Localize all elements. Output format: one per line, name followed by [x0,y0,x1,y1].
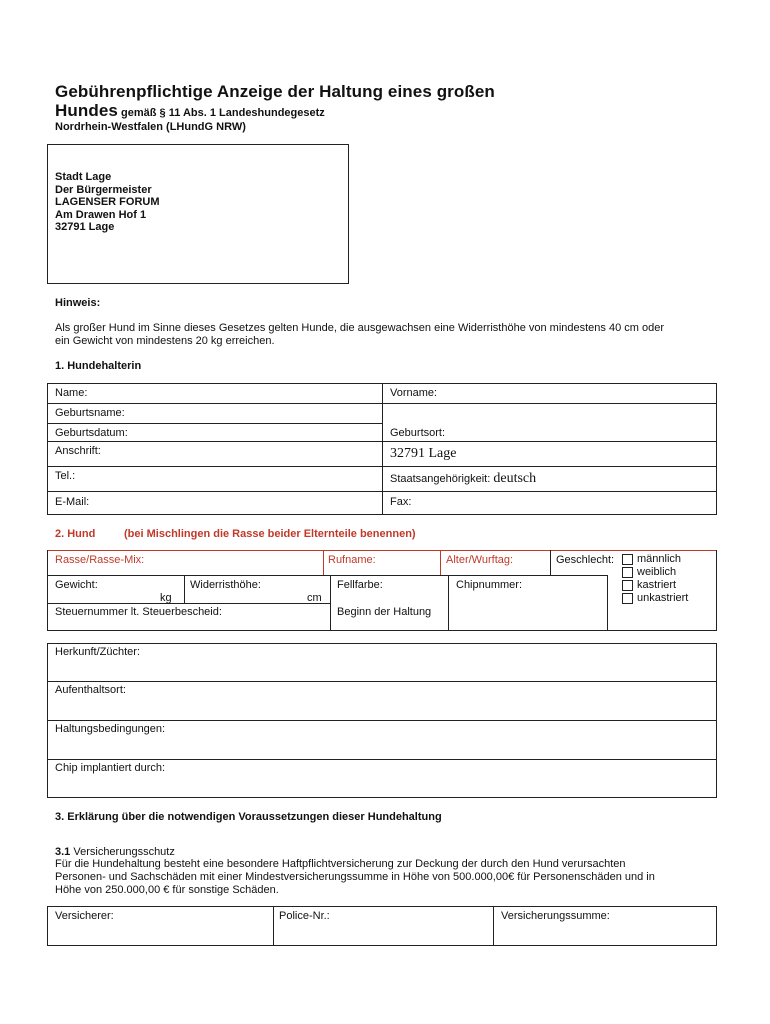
staatsangehoerigkeit-value[interactable]: deutsch [493,471,537,486]
checkbox-weiblich[interactable] [622,567,633,578]
section2-note: (bei Mischlingen die Rasse beider Elternteile benennen) [124,528,416,540]
divider [273,906,274,946]
page-title-line2 [55,101,325,121]
herkunft-field[interactable]: Herkunft/Züchter: [55,646,140,658]
divider [47,423,382,424]
haltungsbedingungen-field[interactable]: Haltungsbedingungen: [55,723,166,735]
geburtsort-field[interactable]: Geburtsort: [390,427,446,439]
divider [330,575,331,631]
divider [47,550,48,631]
law-reference-state: Nordrhein-Westfalen (LHundG NRW) [55,121,246,133]
fellfarbe-field[interactable]: Fellfarbe: [337,579,383,591]
chip-implantiert-field[interactable]: Chip implantiert durch: [55,762,166,774]
hint-text-line: ein Gewicht von mindestens 20 kg erreichen. [55,335,275,347]
law-reference: gemäß § 11 Abs. 1 Landeshundegesetz [121,107,325,119]
staatsangehoerigkeit-field[interactable] [390,471,536,487]
recipient-address [55,171,160,234]
section1-heading: 1. Hundehalterin [55,360,142,372]
fax-field[interactable]: Fax: [390,496,412,508]
address-line: LAGENSER FORUM [55,196,160,208]
divider [448,575,449,631]
address-line: Stadt Lage [55,171,112,183]
divider [493,906,494,946]
address-line: 32791 Lage [55,221,115,233]
page-title-hundes: Hundes [55,101,118,120]
divider [47,603,330,604]
vorname-field[interactable]: Vorname: [390,387,438,399]
versicherer-field[interactable]: Versicherer: [55,910,114,922]
divider [47,759,717,760]
alter-field[interactable]: Alter/Wurftag: [446,554,514,566]
section3-1-title: Versicherungsschutz [73,846,175,858]
steuernummer-field[interactable]: Steuernummer lt. Steuerbescheid: [55,606,222,618]
divider [47,441,717,442]
divider [47,575,607,576]
divider [47,403,717,404]
divider [47,681,717,682]
divider [47,630,717,631]
chipnummer-field[interactable]: Chipnummer: [456,579,523,591]
divider [607,575,608,631]
name-field[interactable]: Name: [55,387,88,399]
divider [47,491,717,492]
option-kastriert: kastriert [637,579,677,591]
option-maennlich: männlich [637,553,682,565]
beginn-haltung-field[interactable]: Beginn der Haltung [337,606,432,618]
divider [47,550,717,551]
option-weiblich: weiblich [637,566,677,578]
staatsangehoerigkeit-label: Staatsangehörigkeit: [390,473,491,485]
anschrift-field[interactable]: Anschrift: [55,445,101,457]
aufenthaltsort-field[interactable]: Aufenthaltsort: [55,684,126,696]
divider [716,550,717,631]
divider [184,575,185,603]
section3-1-number: 3.1 [55,846,71,858]
geburtsname-field[interactable]: Geburtsname: [55,407,125,419]
hint-text-line: Als großer Hund im Sinne dieses Gesetzes gelten Hunde, die ausgewachsen eine Widerristhöhe von mindestens 40 cm oder [55,322,664,334]
divider [323,550,324,575]
checkbox-kastriert[interactable] [622,580,633,591]
option-unkastriert: unkastriert [637,592,689,604]
hint-heading: Hinweis: [55,297,101,309]
hint-text [55,322,715,348]
section2-heading: 2. Hund [55,528,96,540]
divider [550,550,551,575]
geschlecht-label: Geschlecht: [556,554,615,566]
page-title: Gebührenpflichtige Anzeige der Haltung eines großen [55,82,495,101]
rasse-field[interactable]: Rasse/Rasse-Mix: [55,554,145,566]
geburtsdatum-field[interactable]: Geburtsdatum: [55,427,128,439]
widerristhoehe-field[interactable]: Widerristhöhe: [190,579,261,591]
divider [47,466,717,467]
checkbox-maennlich[interactable] [622,554,633,565]
section3-1-heading [55,846,175,858]
versicherungssumme-field[interactable]: Versicherungssumme: [501,910,610,922]
divider [440,550,441,575]
widerristhoehe-unit: cm [307,592,322,604]
rufname-field[interactable]: Rufname: [328,554,376,566]
email-field[interactable]: E-Mail: [55,496,90,508]
gewicht-unit: kg [160,592,172,604]
police-nr-field[interactable]: Police-Nr.: [279,910,330,922]
insurance-text-line: Für die Hundehaltung besteht eine besondere Haftpflichtversicherung zur Deckung der durch den Hund verursachten [55,858,626,870]
insurance-text-line: Personen- und Sachschäden mit einer Mindestversicherungssumme in Höhe von 500.000,00€ für Personenschäden und in [55,871,655,883]
gewicht-field[interactable]: Gewicht: [55,579,98,591]
telefon-field[interactable]: Tel.: [55,470,76,482]
address-line: Der Bürgermeister [55,183,152,196]
checkbox-unkastriert[interactable] [622,593,633,604]
divider [47,720,717,721]
anschrift-value[interactable]: 32791 Lage [390,446,457,461]
insurance-table [47,906,717,946]
address-line: Am Drawen Hof 1 [55,208,147,221]
insurance-text-line: Höhe von 250.000,00 € für sonstige Schäden. [55,884,279,896]
section3-heading: 3. Erklärung über die notwendigen Voraussetzungen dieser Hundehaltung [55,811,442,823]
insurance-text [55,858,725,897]
